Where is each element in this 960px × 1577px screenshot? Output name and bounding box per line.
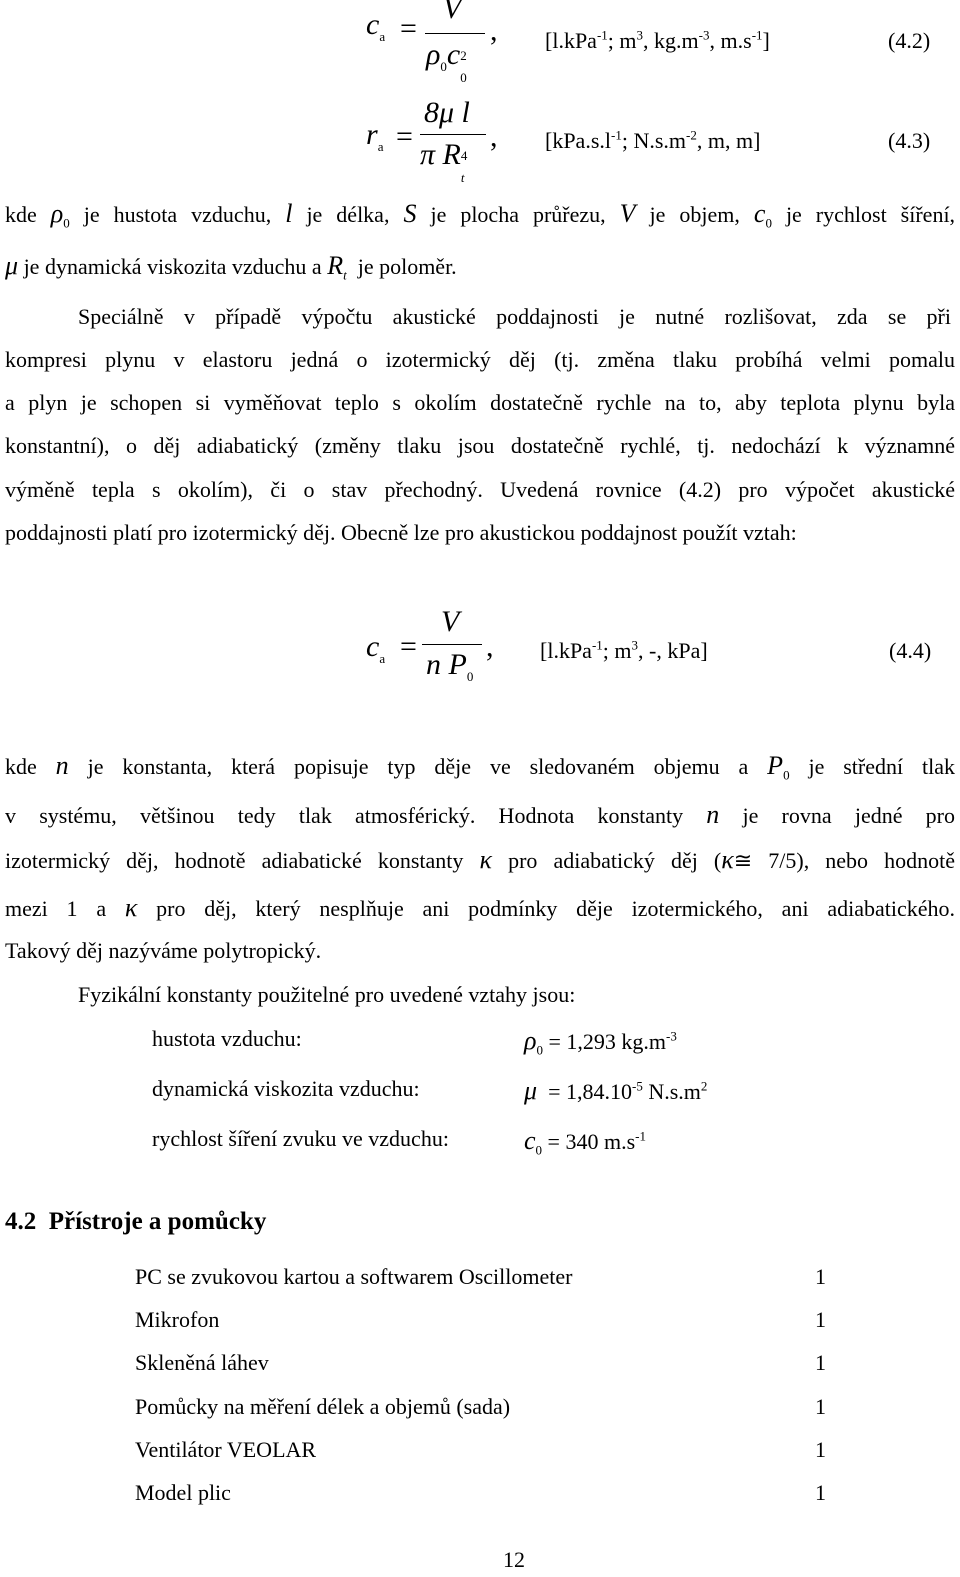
para3-line1: kde n je konstanta, která popisuje typ děje ve sledovaném objemu a $P_0$ je střední tlak bbox=[5, 751, 956, 783]
constant-label: hustota vzduchu: bbox=[152, 1026, 302, 1051]
eq42-lhs: $c_a$ bbox=[366, 8, 386, 44]
para1-line2: μ je dynamická viskozita vzduchu a $R_t$ je poloměr. bbox=[5, 251, 457, 283]
equipment-name: Ventilátor VEOLAR bbox=[135, 1437, 317, 1462]
equipment-name: Mikrofon bbox=[135, 1307, 220, 1332]
equipment-name: Model plic bbox=[135, 1480, 231, 1505]
para2-line: Speciálně v případě výpočtu akustické poddajnosti je nutné rozlišovat, zda se při bbox=[78, 304, 951, 329]
para3-line3: izotermický děj, hodnotě adiabatické konstanty κ pro adiabatický děj (κ≅ 7/5), nebo hodnotě bbox=[5, 845, 956, 874]
constant-label: rychlost šíření zvuku ve vzduchu: bbox=[152, 1126, 449, 1151]
para3-line2: v systému, většinou tedy tlak atmosférický. Hodnota konstanty n je rovna jedné pro bbox=[5, 800, 956, 829]
eq43-numerator: 8μ l bbox=[424, 96, 470, 129]
constant-value: $\mu = 1,84.10^{-5}$ $N.s.m^2$ bbox=[524, 1076, 708, 1105]
eq43-equals: = bbox=[396, 120, 413, 153]
eq44-lhs: $c_a$ bbox=[366, 630, 386, 666]
para2-line: konstantní), o děj adiabatický (změny tlaku jsou dostatečně rychlé, tj. nedochází k významné bbox=[5, 433, 955, 458]
eq43-label: (4.3) bbox=[888, 128, 931, 153]
eq42-numerator: V bbox=[443, 0, 462, 25]
eq42-denominator: $\rho_0c$ 2 0 bbox=[426, 38, 467, 85]
para2-line: kompresi plynu v elastoru jedná o izotermický děj (tj. změna tlaku probíhá velmi pomalu bbox=[5, 347, 955, 372]
para1-line1: kde $\rho_0$ je hustota vzduchu, l je délka, S je plocha průřezu, V je objem, $c_0$ je rychlost šíření, bbox=[5, 199, 956, 231]
eq44-equals: = bbox=[400, 630, 417, 663]
eq44-denominator: n $P_0$ bbox=[426, 648, 474, 684]
para2-line: poddajnosti platí pro izotermický děj. Obecně lze pro akustickou poddajnost použít vztah: bbox=[5, 520, 797, 545]
equipment-name: Skleněná láhev bbox=[135, 1350, 269, 1375]
section-heading bbox=[5, 1208, 266, 1236]
eq43-comma: , bbox=[490, 120, 498, 153]
eq43-lhs: $r_a$ bbox=[366, 118, 384, 154]
equipment-qty: 1 bbox=[815, 1437, 826, 1462]
eq43-units: [$kPa.s.l^{-1}$; $N.s.m^{-2}$, m, m] bbox=[545, 127, 761, 153]
section-number: 4.2 bbox=[5, 1208, 37, 1235]
section-title: Přístroje a pomůcky bbox=[48, 1208, 267, 1235]
equipment-qty: 1 bbox=[815, 1264, 826, 1289]
eq43-fraction-bar bbox=[420, 134, 486, 135]
eq43-denominator: π R 4 t bbox=[420, 138, 468, 185]
para2-line: výměně tepla s okolím), či o stav přechodný. Uvedená rovnice (4.2) pro výpočet akustické bbox=[5, 477, 955, 502]
eq42-fraction-bar bbox=[425, 33, 485, 34]
page-number: 12 bbox=[503, 1547, 525, 1572]
para3-line4: mezi 1 a κ pro děj, který nesplňuje ani podmínky děje izotermického, ani adiabatického. bbox=[5, 893, 955, 922]
eq44-numerator: V bbox=[441, 605, 460, 638]
equipment-qty: 1 bbox=[815, 1350, 826, 1375]
equipment-qty: 1 bbox=[815, 1394, 826, 1419]
constant-value: $\rho_0 = 1,293$ $kg.m^{-3}$ bbox=[524, 1026, 677, 1058]
constants-intro: Fyzikální konstanty použitelné pro uvedené vztahy jsou: bbox=[78, 982, 576, 1007]
eq42-label: (4.2) bbox=[888, 28, 931, 53]
eq44-units: [l.kPa$^{-1}$; $m^3$, -, kPa] bbox=[540, 637, 708, 663]
eq44-comma: , bbox=[486, 630, 494, 663]
equipment-name: PC se zvukovou kartou a softwarem Oscillometer bbox=[135, 1264, 573, 1289]
eq42-equals: = bbox=[400, 12, 417, 45]
equipment-qty: 1 bbox=[815, 1307, 826, 1332]
para3-line5: Takový děj nazýváme polytropický. bbox=[5, 938, 322, 963]
constant-value: $c_0 = 340$ $m.s^{-1}$ bbox=[524, 1126, 646, 1158]
equipment-qty: 1 bbox=[815, 1480, 826, 1505]
equipment-name: Pomůcky na měření délek a objemů (sada) bbox=[135, 1394, 511, 1419]
eq44-fraction-bar bbox=[422, 644, 482, 645]
eq42-units: [l.kPa$^{-1}$; $m^3$, $kg.m^{-3}$, $m.s^{-1}$] bbox=[545, 27, 770, 53]
constant-label: dynamická viskozita vzduchu: bbox=[152, 1076, 420, 1101]
para2-line: a plyn je schopen si vyměňovat teplo s okolím dostatečně rychle na to, aby teplota plynu byla bbox=[5, 390, 955, 415]
eq42-comma: , bbox=[490, 14, 498, 47]
eq44-label: (4.4) bbox=[889, 638, 932, 663]
